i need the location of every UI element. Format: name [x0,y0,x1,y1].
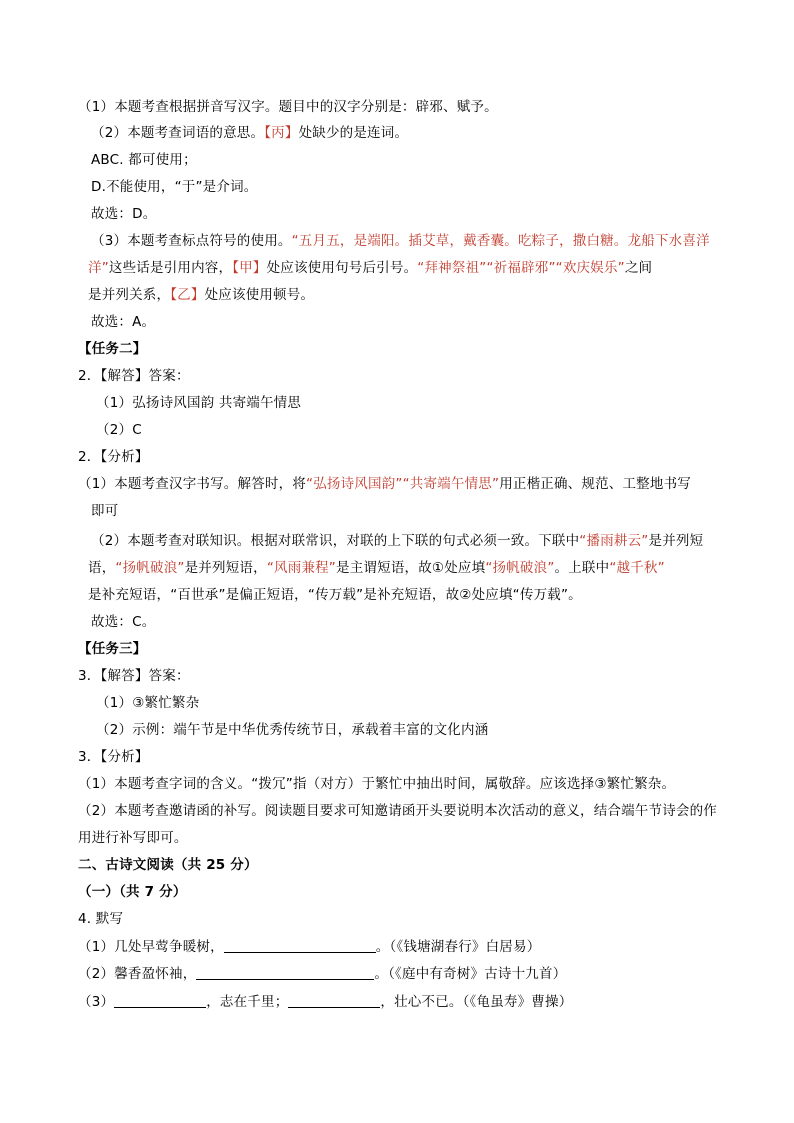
task2-analysis-2-line3: 是补充短语，“百世承”是偏正短语，“传万载”是补充短语，故②处应填“传万载”。 [88,587,582,603]
question-4-1: （1）几处早莺争暖树， 。（《钱塘湖春行》白居易） [78,939,541,955]
task2-analysis-1-cont: 即可 [91,503,119,519]
task2-analysis-2-line1: （2）本题考查对联知识。根据对联常识，对联的上下联的句式必须一致。下联中“播雨耕云”是并列短 [91,533,704,549]
task2-answer-1: （1）弘扬诗风国韵 共寄端午情思 [96,395,302,411]
answer-blank[interactable] [196,965,374,980]
task2-analysis-heading: 2．【分析】 [78,449,149,465]
task3-answer-1: （1）③繁忙繁杂 [96,695,200,711]
task2-heading: 【任务二】 [78,341,147,357]
task1-q3-line2: 洋”这些话是引用内容，【甲】处应该使用句号后引号。“拜神祭祖”“祈福辟邪”“欢庆娱乐”之间 [88,260,653,276]
task1-q3-line3: 是并列关系，【乙】处应该使用顿号。 [88,287,315,303]
answer-blank[interactable] [288,993,380,1008]
section2-heading: 二、古诗文阅读（共 25 分） [78,857,258,873]
task3-heading: 【任务三】 [78,641,147,657]
question-4-title: 4. 默写 [78,911,124,927]
task3-analysis-2-line1: （2）本题考查邀请函的补写。阅读题目要求可知邀请函开头要说明本次活动的意义，结合端午节诗会的作 [78,803,717,819]
task2-answer-2: （2）C [96,422,142,438]
task3-answer-2: （2）示例：端午节是中华优秀传统节日，承载着丰富的文化内涵 [96,722,489,738]
task2-analysis-1: （1）本题考查汉字书写。解答时，将“弘扬诗风国韵”“共寄端午情思”用正楷正确、规范、工整地书写 [78,476,691,492]
task2-answer-c: 故选：C。 [91,614,156,630]
task2-analysis-2-line2: 语，“扬帆破浪”是并列短语，“风雨兼程”是主谓短语，故①处应填“扬帆破浪”。上联中“越千秋” [88,560,665,576]
task1-option-abc: ABC. 都可使用； [91,152,197,168]
task1-q2-analysis: （2）本题考查词语的意思。【丙】处缺少的是连词。 [91,125,409,141]
task1-answer-a: 故选：A。 [91,314,156,330]
task1-q3-line1: （3）本题考查标点符号的使用。“五月五，是端阳。插艾草，戴香囊。吃粽子，撒白糖。龙船下水喜洋 [91,233,710,249]
task1-q1-analysis: （1）本题考查根据拼音写汉字。题目中的汉字分别是：辟邪、赋予。 [78,99,498,115]
task2-answer-heading: 2．【解答】答案： [78,368,190,384]
question-4-2: （2）馨香盈怀袖， 。（《庭中有奇树》古诗十九首） [78,966,567,982]
answer-blank[interactable] [114,993,206,1008]
task1-option-d: D.不能使用，“于”是介词。 [91,179,258,195]
answer-blank[interactable] [224,938,376,953]
task1-answer-d: 故选：D。 [91,206,157,222]
question-4-3: （3） ，志在千里； ，壮心不已。（《龟虽寿》曹操） [78,994,573,1010]
task3-analysis-1: （1）本题考查字词的含义。“拨冗”指（对方）于繁忙中抽出时间，属敬辞。应该选择③繁忙繁杂。 [78,776,676,792]
task3-answer-heading: 3．【解答】答案： [78,668,190,684]
task3-analysis-heading: 3．【分析】 [78,749,149,765]
section2-sub-heading: （一）（共 7 分） [78,884,187,900]
task3-analysis-2-line2: 用进行补写即可。 [78,830,188,846]
